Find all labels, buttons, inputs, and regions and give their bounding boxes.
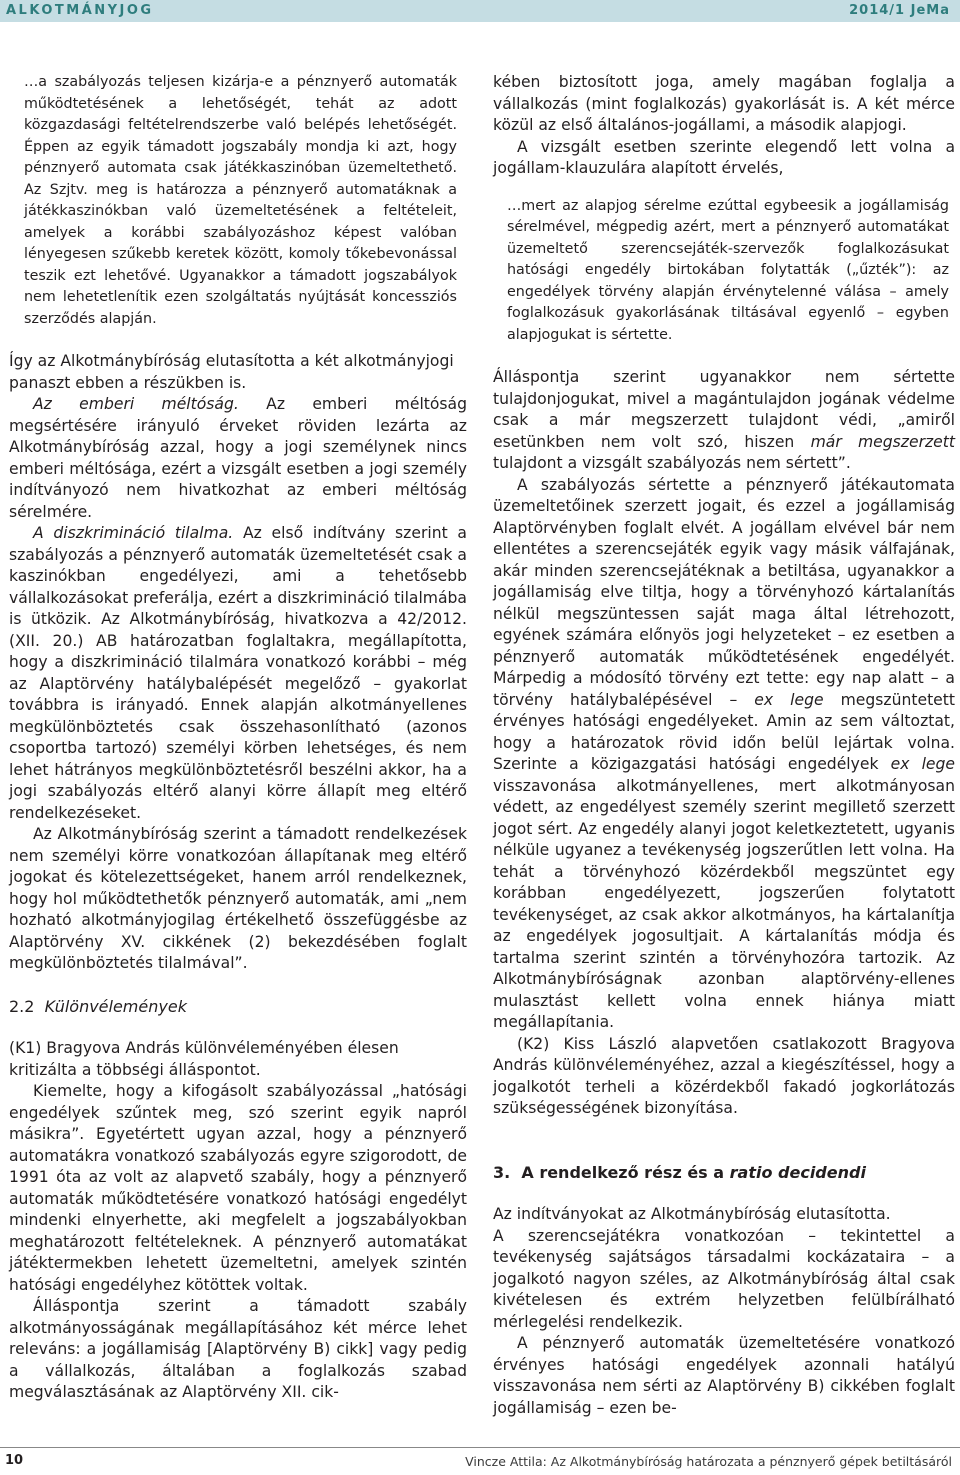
journal-title: ALKOTMÁNYJOG (6, 3, 154, 18)
paragraph: Az emberi méltóság. Az emberi méltóság megsértésére irányuló érveket röviden lezárta az Alkotmánybíróság azzal, hogy a jogi személynek nincs emberi méltósága, ezért a vizsgált esetben a jogi személy indítványozó nem hivatkozhat az emberi méltóság sérelmére. (9, 395, 468, 521)
paragraph: A diszkrimináció tilalma. Az első indítvány szerint a szabályozás a pénznyerő automaták üzemeltetését csak a kaszinókban engedélyezi, ami a tehetősebb vállalkozásokat preferálja, ezért a diszkrimináció tilalmába is ütközik. Az Alkotmánybíróság, hivatkozva a 42/2012. (XII. 20.) AB határozatban foglaltakra, megállapította, hogy a diszkrimináció tilalmára vonatkozó korábbi – még az Alaptörvény hatálybalépését megelőző – gyakorlat továbbra is irányadó. Ennek alapján alkotmányellenes megkülönböztetés csak összehasonlítható (azonos csoportba tartozó) személyi körben lehetséges, és nem lehet hátrányos megkülönböztetésről beszélni akkor, ha a jogi szabályozás eltérő alanyi körre állapít meg eltérő rendelkezéseket. (9, 524, 467, 822)
paragraph: kében biztosított joga, amely magában foglalja a vállalkozás (mint foglalkozás) gyakorlását is. A két mérce közül az első általános-jogállami, a második alapjogi. (493, 73, 955, 134)
quote-text: …mert az alapjog sérelme ezúttal egybeesik a jogállamiság sérelmével, mégpedig azért, mert a pénznyerő automatákat üzemeltető szerencsejáték-szervezők foglalkozásukat hatósági engedély birtokában folytatták („űzték”): az engedélyek törvény alapján érvénytelenné válása – amely foglalkozásuk gyakorlásának tiltásával egyenlő – egyben alapjogukat is sértette. (507, 197, 949, 343)
running-title: Vincze Attila: Az Alkotmánybíróság határozata a pénznyerő gépek betiltásáról (465, 1454, 952, 1469)
paragraph: Az indítványokat az Alkotmánybíróság elutasította. (493, 1205, 891, 1223)
paragraph: A szabályozás sértette a pénznyerő játékautomata üzemeltetőinek szerzett jogait, és ezzel a jogállamiság Alaptörvényben foglalt elvét. A jogállam elvével bár nem ellentétes a szerencsejáték egyik vagy másik válfajának, akár minden szerencsejátéknak a betiltása, ugyanakkor a jogállamiság elve tiltja, hogy a törvényhozó kártalanítás nélkül megszüntessen saját maga által létrehozott, egyének számára előnyös jogi helyzeteket – ez esetben a pénznyerő automaták működtetésének engedélyét. Márpedig a módosító törvény ezt tette: egy nap alatt – a törvény hatálybalépésével – ex lege megszüntetett érvényes hatósági engedélyeket. Amin az sem változtat, hogy a határozatok rövid időn belül lejártak volna. Szerinte a közigazgatási hatósági engedélyek ex lege visszavonása alkotmányellenes, mert alkotmányosan védett, az engedélyest személy szerint megillető szerzett jogot sért. Az engedély alanyi jogot keletkeztetett, ugyanis nélküle ugyanez a tevékenység jogszerűtlen lett volna. Ha tehát a törvényhozó közérdekből megszüntet egy korábban engedélyezett, jogszerűen folytatott tevékenységet, az csak akkor alkotmányos, ha kártalanítja az engedélyek jogosultjait. A kártalanítás módja és tartalma szerint szintén a törvényhozóra tartozik. Az Alkotmánybíróságnak azonban alaptörvény-ellenes mulasztást kellett volna ennek hiánya miatt megállapítania. (493, 475, 956, 1031)
header-band (0, 0, 960, 22)
left-column (9, 72, 467, 1404)
paragraph: Álláspontja szerint ugyanakkor nem sértette tulajdonjogukat, mivel a magántulajdon jogának védelme csak a már megszerzett tulajdont védi, „amiről esetünkben nem volt szó, hiszen már megszerzett tulajdont a vizsgált szabályozás nem sértett”. (493, 368, 955, 472)
right-column (493, 72, 955, 1419)
quote-text: …a szabályozás teljesen kizárja-e a pénznyerő automaták működtetésének a lehetőségét, tehát az adott közgazdasági feltételrendszerbe való belépés lehetőségét. Éppen az egyik támadott jogszabály mondja ki azt, hogy pénznyerő automata csak játékkaszinóban üzemeltethető. Az Szjtv. meg is határozza a pénznyerő automatáknak a játékkaszinókban való üzemeltetésének a feltételeit, amelyek a korábbi szabályozáshoz képest valóban lényegesen szűkebb keretek között, komoly tőkebevonással teszik ezt lehetővé. Ugyanakkor a támadott jogszabályok nem lehetetlenítik ezen szolgáltatás nyújtását koncessziós szerződés alapján. (24, 74, 457, 327)
section-heading: 2.2 Különvélemények (9, 996, 187, 1016)
paragraph: Álláspontja szerint a támadott szabály alkotmányosságának megállapításához két mérce lehet releváns: a jogállamiság [Alaptörvény B) cikk] vagy pedig a vállalkozás, általában a foglalkozás szabad megválasztásának az Alaptörvény XII. cik- (9, 1297, 467, 1401)
page-number: 10 (5, 1453, 24, 1468)
paragraph: A szerencsejátékra vonatkozóan – tekintettel a tevékenység sajátságos társadalmi kockázataira – a jogalkotó nagyon széles, az Alkotmánybíróság által csak kivételesen és extrém helyzetben felülbírálható mérlegelési rendelkezik. (493, 1226, 955, 1331)
run-in-heading: A diszkrimináció tilalma. (33, 524, 234, 542)
paragraph: A vizsgált esetben szerinte elegendő lett volna a jogállam-klauzulára alapított érvelés, (493, 137, 955, 177)
block-quote-left (9, 72, 467, 330)
paragraph: (K2) Kiss László alapvetően csatlakozott Bragyova András különvéleményéhez, azzal a kiegészítéssel, hogy a jogalkotót terheli a közérdekből fakadó jogkorlátozás szükségességének bizonyítása. (493, 1034, 955, 1117)
issue-label: 2014/1 JeMa (849, 3, 950, 18)
paragraph: Kiemelte, hogy a kifogásolt szabályozással „hatósági engedélyek szűntek meg, szó szerint egyik napról másikra”. Egyetértett ugyan azzal, hogy a pénznyerő automatákra vonatkozó szabályozás egyre szigorodott, de 1991 óta az volt az alapvető szabály, hogy a pénznyerő automaták működtetésére vonatkozó hatósági engedélyt mindenki elnyerhette, aki megfelelt a jogszabályokban meghatározott feltételeknek. A pénznyerő automatákat játéktermekben lehetett üzemeltetni, amelyek szintén hatósági engedélyhez kötöttek voltak. (9, 1082, 467, 1294)
page-footer (0, 1447, 960, 1475)
run-in-heading: Az emberi méltóság. (33, 395, 239, 413)
footer-rule (0, 1447, 960, 1448)
section-heading: 3. A rendelkező rész és a ratio decidendi (493, 1162, 866, 1182)
block-quote-right (493, 196, 955, 347)
paragraph: Az Alkotmánybíróság szerint a támadott rendelkezések nem személyi körre vonatkozóan állapítanak meg eltérő jogokat és kötelezettségeket, hanem arról rendelkeznek, hogy hol működtethetők pénznyerő automaták, ami „nem hozható alkotmányjogilag értékelhető összefüggésbe az Alaptörvény XV. cikkének (2) bekezdésében foglalt megkülönböztetés tilalmával”. (9, 825, 467, 972)
paragraph: A pénznyerő automaták üzemeltetésére vonatkozó érvényes hatósági engedélyek azonnali hatályú visszavonása nem sérti az Alaptörvény B) cikkében foglalt jogállamiság – ezen be- (493, 1334, 955, 1417)
paragraph: (K1) Bragyova András különvéleményében élesen kritizálta a többségi álláspontot. (9, 1039, 399, 1079)
paragraph: Így az Alkotmánybíróság elutasította a két alkotmányjogi panaszt ebben a részükben is. (9, 352, 454, 392)
